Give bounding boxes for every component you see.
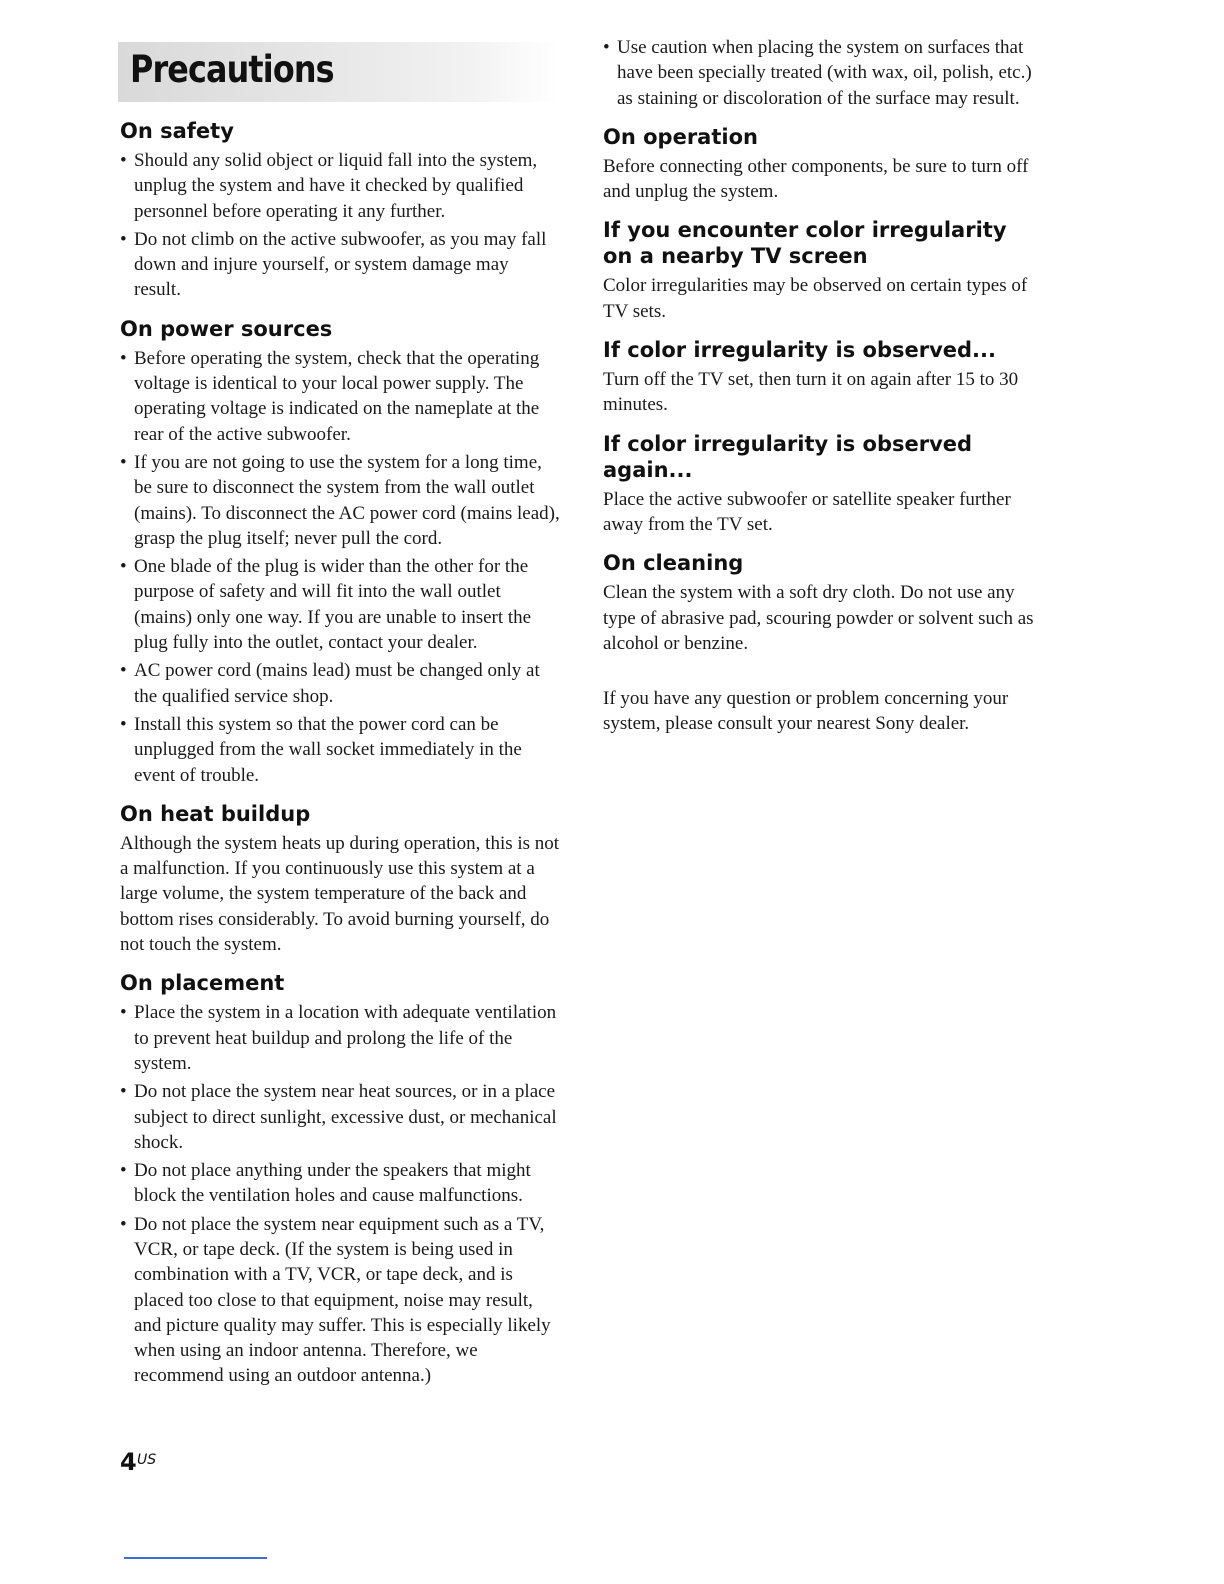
right-column [603,35,1043,737]
list-item: • Do not place the system near equipment such as a TV, VCR, or tape deck. (If the system is being used in combination with a TV, VCR, or tape deck, and is placed too close to that equipment, noise may result, and picture quality may suffer. This is especially likely when using an indoor antenna. Therefore, we recommend using an outdoor antenna.) [120,1213,551,1387]
page-number: 4 [120,1448,137,1476]
list-item: • One blade of the plug is wider than the other for the purpose of safety and will fit into the wall outlet (mains) only one way. If you are unable to insert the plug fully into the outlet, contact your dealer. [120,556,532,654]
section-safety [120,118,560,303]
placement-continued-list [603,35,1043,111]
cleaning-heading: On cleaning [603,551,744,576]
list-item: • AC power cord (mains lead) must be changed only at the qualified service shop. [120,660,540,707]
section-operation [603,124,1043,205]
power-list [120,346,560,788]
left-column [120,118,560,1402]
color-again-heading: If color irregularity is observed again... [603,431,973,482]
power-heading: On power sources [120,316,333,341]
section-color-tv [603,217,1043,324]
list-item: • Should any solid object or liquid fall into the system, unplug the system and have it checked by qualified personnel before operating it any further. [120,150,538,222]
color-again-text: Place the active subwoofer or satellite speaker further away from the TV set. [603,488,1011,535]
page-title: Precautions [130,48,334,91]
list-item: • Do not place anything under the speakers that might block the ventilation holes and cause malfunctions. [120,1160,531,1207]
list-item: • Use caution when placing the system on surfaces that have been specially treated (with wax, oil, polish, etc.) as staining or discoloration of the surface may result. [603,37,1032,109]
closing-note: If you have any question or problem concerning your system, please consult your nearest Sony dealer. [603,688,1009,735]
operation-text: Before connecting other components, be sure to turn off and unplug the system. [603,155,1029,203]
list-item: • Place the system in a location with adequate ventilation to prevent heat buildup and prolong the life of the system. [120,1002,557,1074]
placement-list [120,1000,560,1388]
placement-heading: On placement [120,971,285,996]
footer-rule [124,1557,267,1559]
list-item: • Install this system so that the power cord can be unplugged from the wall socket immediately in the event of trouble. [120,713,522,786]
section-color-again [603,431,1043,538]
cleaning-text: Clean the system with a soft dry cloth. Do not use any type of abrasive pad, scouring powder or solvent such as alcohol or benzine. [603,582,1034,654]
list-item: • Before operating the system, check that the operating voltage is identical to your local power supply. The operating voltage is indicated on the nameplate at the rear of the active subwoofer. [120,347,540,445]
heat-text: Although the system heats up during operation, this is not a malfunction. If you continuously use this system at a large volume, the system temperature of the back and bottom rises considerably. To avoid burning yourself, do not touch the system. [120,832,560,956]
page-suffix: US [137,1452,157,1468]
section-placement [120,970,560,1388]
safety-list [120,148,560,303]
color-observed-heading: If color irregularity is observed... [603,338,996,363]
color-observed-text: Turn off the TV set, then turn it on again after 15 to 30 minutes. [603,369,1019,416]
heat-heading: On heat buildup [120,801,311,826]
section-placement-continued [603,35,1043,111]
safety-heading: On safety [120,119,234,143]
section-power-sources [120,316,560,788]
color-tv-heading: If you encounter color irregularity on a nearby TV screen [603,218,1007,269]
operation-heading: On operation [603,124,758,149]
section-color-observed [603,337,1043,418]
section-heat-buildup [120,801,560,957]
list-item: • If you are not going to use the system for a long time, be sure to disconnect the system from the wall outlet (mains). To disconnect the AC power cord (mains lead), grasp the plug itself; never pull the cord. [120,451,560,549]
list-item: • Do not climb on the active subwoofer, as you may fall down and injure yourself, or system damage may result. [120,228,547,301]
list-item: • Do not place the system near heat sources, or in a place subject to direct sunlight, excessive dust, or mechanical shock. [120,1081,557,1153]
section-cleaning [603,550,1043,656]
color-tv-text: Color irregularities may be observed on certain types of TV sets. [603,275,1028,322]
